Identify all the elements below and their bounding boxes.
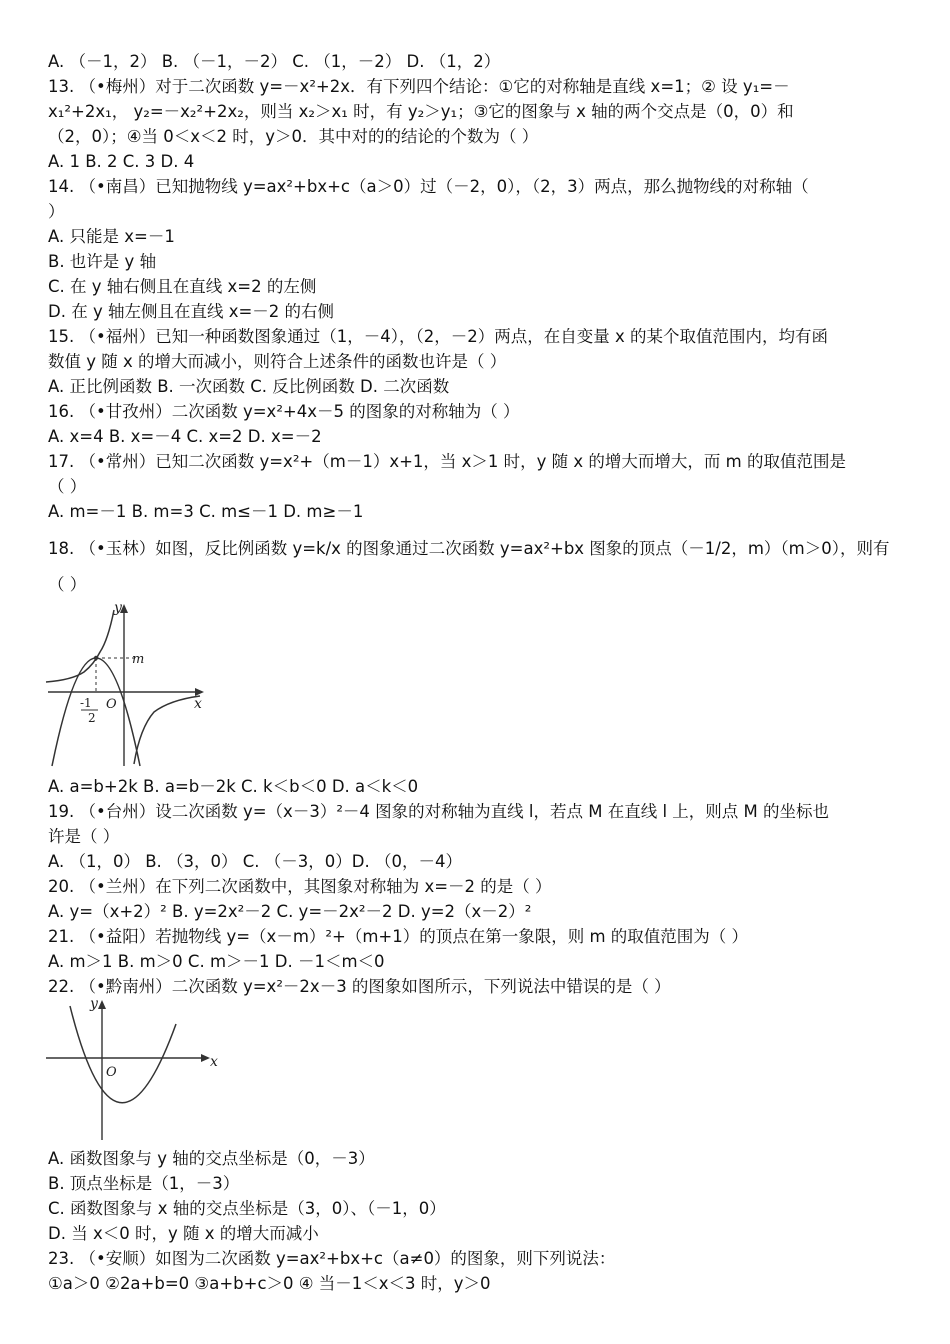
neg-half-denominator: 2 [88,711,96,725]
q22-option-b: B. 顶点坐标是（1，－3） [48,1174,240,1193]
vertex-point [94,656,98,660]
q19-stem-line-2: 许是（ ） [48,827,120,846]
q14-option-c: C. 在 y 轴右侧且在直线 x=2 的左侧 [48,277,317,296]
q13-stem-line-1: 13. （•梅州）对于二次函数 y=－x²+2x．有下列四个结论：①它的对称轴是直线 x=1；② 设 y₁=－ [48,77,790,96]
q14-stem-line-2: ） [48,202,65,221]
hyperbola-right-branch [134,696,200,764]
q14-stem-line-1: 14. （•南昌）已知抛物线 y=ax²+bx+c（a＞0）过（－2，0），（2，3）两点，那么抛物线的对称轴（ [48,177,809,196]
q22-graph-svg [44,996,224,1140]
parabola-curve [70,1006,176,1103]
q18-stem-line-2: （ ） [48,575,87,594]
q15-options: A. 正比例函数 B. 一次函数 C. 反比例函数 D. 二次函数 [48,377,450,396]
q18-stem-line-1: 18. （•玉林）如图，反比例函数 y=k/x 的图象通过二次函数 y=ax²+bx 图象的顶点（－1/2，m）（m＞0），则有 [48,539,890,558]
q22-option-a: A. 函数图象与 y 轴的交点坐标是（0，－3） [48,1149,375,1168]
x-axis-label: x [210,1054,218,1070]
q20-stem: 20. （•兰州）在下列二次函数中，其图象对称轴为 x=－2 的是（ ） [48,877,552,896]
q14-option-a: A. 只能是 x=－1 [48,227,175,246]
q13-stem-line-2: x₁²+2x₁， y₂=－x₂²+2x₂，则当 x₂＞x₁ 时，有 y₂＞y₁；③它的图象与 x 轴的两个交点是（0，0）和 [48,102,794,121]
q13-options: A. 1 B. 2 C. 3 D. 4 [48,152,195,171]
q16-options: A. x=4 B. x=－4 C. x=2 D. x=－2 [48,427,322,446]
q13-stem-line-3: （2，0）；④当 0＜x＜2 时，y＞0．其中对的的结论的个数为（ ） [48,127,539,146]
neg-half-numerator: -1 [80,696,92,710]
y-axis-label: y [90,996,98,1012]
origin-label: O [106,697,117,712]
x-axis-label: x [194,696,202,712]
parabola-curve [52,658,140,766]
q21-options: A. m＞1 B. m＞0 C. m＞－1 D. －1＜m＜0 [48,952,385,971]
q17-stem-line-1: 17. （•常州）已知二次函数 y=x²+（m－1）x+1，当 x＞1 时，y 随 x 的增大而增大，而 m 的取值范围是 [48,452,846,471]
q12-options: A. （－1，2） B. （－1，－2） C. （1，－2） D. （1，2） [48,52,501,71]
q15-stem-line-2: 数值 y 随 x 的增大而减小，则符合上述条件的函数也许是（ ） [48,352,507,371]
q15-stem-line-1: 15. （•福州）已知一种函数图象通过（1，－4），（2，－2）两点，在自变量 x 的某个取值范围内，均有函 [48,327,828,346]
q19-options: A. （1，0） B. （3，0） C. （－3，0）D. （0，－4） [48,852,462,871]
q19-stem-line-1: 19. （•台州）设二次函数 y=（x－3）²－4 图象的对称轴为直线 l，若点 M 在直线 l 上，则点 M 的坐标也 [48,802,830,821]
q17-options: A. m=－1 B. m=3 C. m≤－1 D. m≥－1 [48,502,364,521]
q17-stem-line-2: （ ） [48,477,87,496]
q18-figure [44,600,210,768]
q16-stem: 16. （•甘孜州）二次函数 y=x²+4x－5 的图象的对称轴为（ ） [48,402,520,421]
x-axis-arrow [195,688,204,696]
q21-stem: 21. （•益阳）若抛物线 y=（x－m）²+（m+1）的顶点在第一象限，则 m 的取值范围为（ ） [48,927,749,946]
q23-statements: ①a＞0 ②2a+b=0 ③a+b+c＞0 ④ 当－1＜x＜3 时，y＞0 [48,1274,491,1293]
q22-option-d: D. 当 x＜0 时，y 随 x 的增大而减小 [48,1224,319,1243]
q14-option-d: D. 在 y 轴左侧且在直线 x=－2 的右侧 [48,302,335,321]
q22-option-c: C. 函数图象与 x 轴的交点坐标是（3，0）、（－1，0） [48,1199,446,1218]
origin-label: O [106,1065,117,1080]
q22-stem: 22. （•黔南州）二次函数 y=x²－2x－3 的图象如图所示，下列说法中错误的是（ ） [48,977,671,996]
m-label: m [132,652,145,667]
y-axis-arrow [98,1000,106,1009]
y-axis-label: y [114,600,122,616]
q22-figure [44,996,224,1140]
q14-option-b: B. 也许是 y 轴 [48,252,157,271]
q18-options: A. a=b+2k B. a=b－2k C. k＜b＜0 D. a＜k＜0 [48,777,419,796]
q18-graph-svg [44,600,210,768]
x-axis-arrow [201,1054,210,1062]
q20-options: A. y=（x+2）² B. y=2x²－2 C. y=－2x²－2 D. y=2（x－2）² [48,902,532,921]
q23-stem: 23. （•安顺）如图为二次函数 y=ax²+bx+c（a≠0）的图象，则下列说法： [48,1249,616,1268]
